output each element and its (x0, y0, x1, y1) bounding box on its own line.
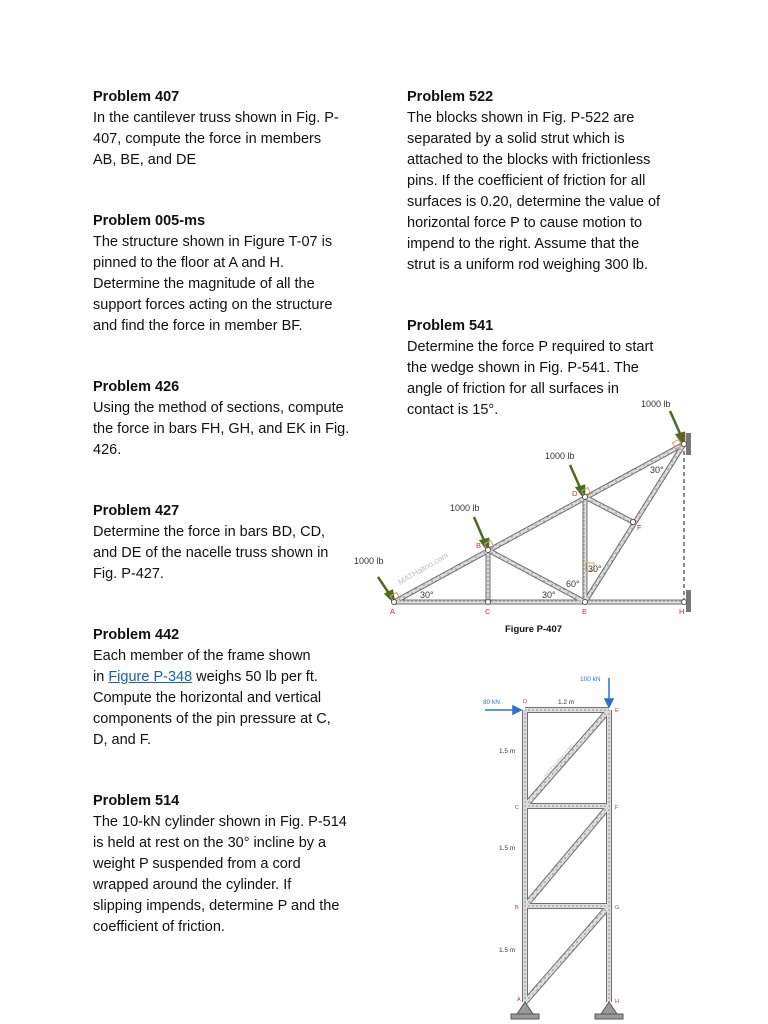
dimension-label: 1.5 m (499, 947, 516, 954)
load-label-a: 1000 lb (354, 556, 384, 566)
problem-line: impend to the right. Assume that the (407, 236, 640, 252)
problem-title: Problem 442 (93, 627, 180, 643)
truss-diagram-407 (350, 395, 700, 640)
node-label: E (615, 708, 619, 714)
node-label: G (615, 905, 620, 911)
load-label-top: 100 kN (580, 676, 601, 683)
problem-line: contact is 15°. (407, 402, 499, 418)
node-label: C (485, 607, 491, 616)
problem-line: the wedge shown in Fig. P-541. The (407, 360, 639, 376)
node-label: H (615, 999, 619, 1005)
wall-support (684, 433, 691, 612)
problem-line: weight P suspended from a cord (93, 856, 301, 872)
node-label: F (615, 805, 619, 811)
problem-line: AB, BE, and DE (93, 152, 197, 168)
problem-442 (93, 625, 363, 751)
problem-line: strut is a uniform rod weighing 300 lb. (407, 257, 648, 273)
problem-line: surfaces is 0.20, determine the value of (407, 194, 661, 210)
watermark: MATHalino.com (396, 550, 450, 587)
dimension-label: 1.5 m (499, 845, 516, 852)
problem-line: The 10-kN cylinder shown in Fig. P-514 (93, 814, 347, 830)
problem-line: wrapped around the cylinder. If (93, 877, 292, 893)
problem-line: Fig. P-427. (93, 566, 164, 582)
load-label-d: 1000 lb (545, 451, 575, 461)
node-label: D (523, 699, 527, 705)
left-column (93, 87, 363, 938)
problem-line: 426. (93, 442, 122, 458)
problem-407 (93, 87, 363, 171)
angle-label: 30° (588, 564, 602, 574)
text-fragment: in (93, 669, 109, 685)
watermark: MATHalino.com (543, 743, 576, 780)
problem-line: horizontal force P to cause motion to (407, 215, 643, 231)
problem-line: support forces acting on the structure (93, 297, 333, 313)
problem-line: Determine the force P required to start (407, 339, 654, 355)
problem-line: 407, compute the force in members (93, 131, 322, 147)
right-column (407, 87, 677, 421)
problem-line: the force in bars FH, GH, and EK in Fig. (93, 421, 350, 437)
problem-title: Problem 541 (407, 318, 494, 334)
problem-line: pinned to the floor at A and H. (93, 255, 285, 271)
problem-line: angle of friction for all surfaces in (407, 381, 619, 397)
angle-label: 30° (650, 465, 664, 475)
dimension-labels (499, 699, 574, 954)
dimension-label: 1.2 m (558, 699, 575, 706)
problem-line: The structure shown in Figure T-07 is (93, 234, 333, 250)
problem-line: separated by a solid strut which is (407, 131, 625, 147)
node-label: A (517, 997, 521, 1003)
problem-line-with-link (93, 667, 363, 688)
problem-line: D, and F. (93, 732, 152, 748)
frame-diagram-348 (475, 668, 645, 1024)
angle-label: 30° (420, 590, 434, 600)
node-label: D (572, 489, 578, 498)
problem-line: The blocks shown in Fig. P-522 are (407, 110, 635, 126)
problem-427 (93, 501, 363, 585)
problem-title: Problem 514 (93, 793, 180, 809)
problem-line: Determine the magnitude of all the (93, 276, 315, 292)
load-labels (483, 676, 601, 706)
problem-line: Determine the force in bars BD, CD, (93, 524, 326, 540)
problem-line: In the cantilever truss shown in Fig. P- (93, 110, 339, 126)
node-label: B (476, 541, 482, 550)
figure-p-348-link[interactable]: Figure P-348 (108, 669, 193, 685)
figure-p-348 (475, 668, 645, 1024)
node-label: C (515, 805, 519, 811)
problem-line: Compute the horizontal and vertical (93, 690, 322, 706)
node-label: E (582, 607, 588, 616)
problem-title: Problem 426 (93, 379, 180, 395)
angle-label: 60° (566, 579, 580, 589)
figure-caption: Figure P-407 (505, 624, 563, 635)
problem-title: Problem 407 (93, 89, 180, 105)
problem-title: Problem 427 (93, 503, 180, 519)
node-label: A (390, 607, 396, 616)
problem-426 (93, 377, 363, 461)
problem-line: attached to the blocks with frictionless (407, 152, 651, 168)
load-label-g: 1000 lb (641, 399, 671, 409)
text-fragment: weighs 50 lb per ft. (192, 669, 318, 685)
problem-line: slipping impends, determine P and the (93, 898, 340, 914)
node-label: H (679, 607, 685, 616)
problem-line: components of the pin pressure at C, (93, 711, 331, 727)
load-label-b: 1000 lb (450, 503, 480, 513)
problem-line: coefficient of friction. (93, 919, 225, 935)
problem-line: pins. If the coefficient of friction for all (407, 173, 646, 189)
pin-supports (511, 1002, 623, 1019)
node-label: B (515, 905, 519, 911)
node-label: F (637, 523, 642, 532)
figure-p-407 (350, 395, 700, 640)
problem-line: is held at rest on the 30° incline by a (93, 835, 327, 851)
problem-line: Each member of the frame shown (93, 648, 311, 664)
problem-line: Using the method of sections, compute (93, 400, 344, 416)
problem-line: and DE of the nacelle truss shown in (93, 545, 329, 561)
problem-522 (407, 87, 677, 276)
node-label: G (680, 432, 686, 441)
angle-label: 30° (542, 590, 556, 600)
load-label-left: 80 kN (483, 699, 500, 706)
problem-514 (93, 791, 363, 938)
problem-005-ms (93, 211, 363, 337)
problem-line: and find the force in member BF. (93, 318, 303, 334)
problem-title: Problem 522 (407, 89, 494, 105)
problem-title: Problem 005-ms (93, 213, 206, 229)
dimension-label: 1.5 m (499, 748, 516, 755)
